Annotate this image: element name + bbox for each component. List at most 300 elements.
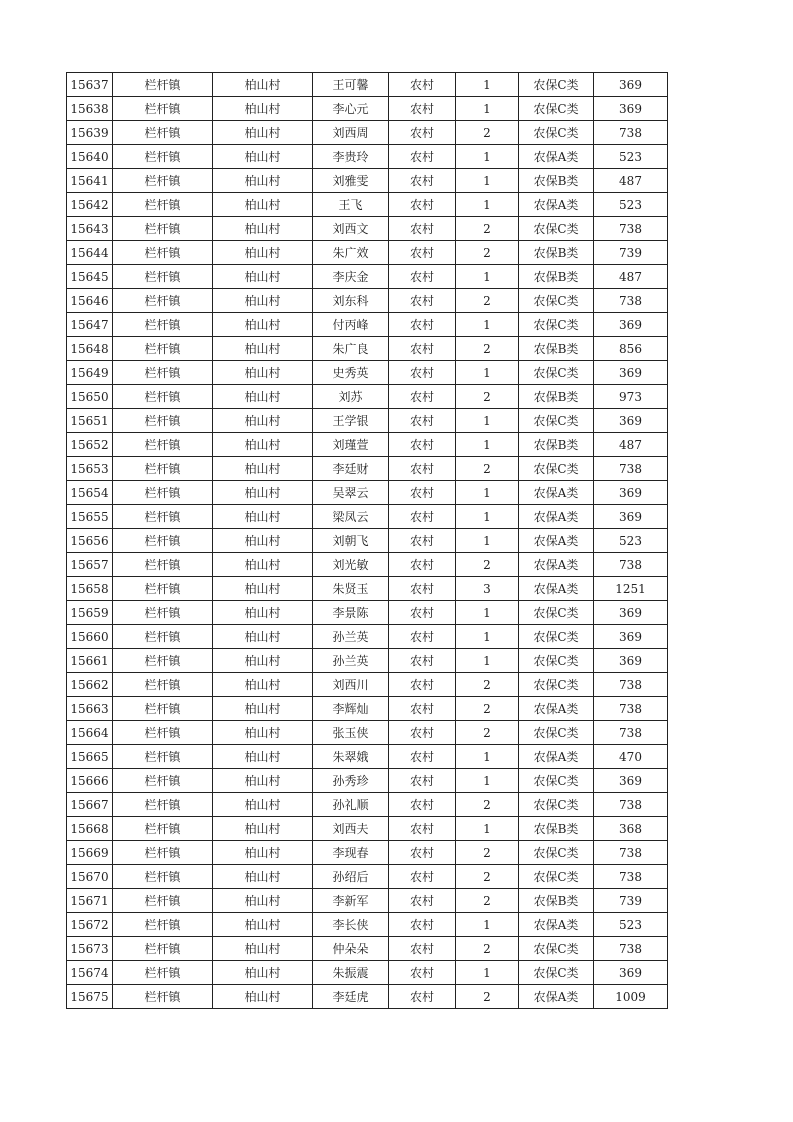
cell-name: 李辉灿 <box>313 697 389 721</box>
table-row <box>67 577 668 601</box>
cell-count: 2 <box>456 937 519 961</box>
cell-name: 朱广效 <box>313 241 389 265</box>
cell-id: 15661 <box>67 649 113 673</box>
cell-type: 农村 <box>389 937 456 961</box>
cell-category: 农保C类 <box>519 121 594 145</box>
cell-id: 15656 <box>67 529 113 553</box>
cell-category: 农保C类 <box>519 289 594 313</box>
cell-town: 栏杆镇 <box>113 481 213 505</box>
cell-count: 2 <box>456 841 519 865</box>
cell-id: 15659 <box>67 601 113 625</box>
cell-category: 农保A类 <box>519 145 594 169</box>
cell-amount: 523 <box>594 145 668 169</box>
cell-type: 农村 <box>389 385 456 409</box>
cell-category: 农保C类 <box>519 361 594 385</box>
cell-count: 3 <box>456 577 519 601</box>
cell-village: 柏山村 <box>213 961 313 985</box>
cell-town: 栏杆镇 <box>113 385 213 409</box>
cell-type: 农村 <box>389 97 456 121</box>
cell-id: 15672 <box>67 913 113 937</box>
cell-id: 15647 <box>67 313 113 337</box>
cell-category: 农保C类 <box>519 625 594 649</box>
cell-id: 15667 <box>67 793 113 817</box>
cell-village: 柏山村 <box>213 553 313 577</box>
cell-name: 孙秀珍 <box>313 769 389 793</box>
cell-town: 栏杆镇 <box>113 169 213 193</box>
table-row <box>67 385 668 409</box>
cell-category: 农保A类 <box>519 505 594 529</box>
cell-name: 张玉侠 <box>313 721 389 745</box>
cell-town: 栏杆镇 <box>113 313 213 337</box>
cell-town: 栏杆镇 <box>113 433 213 457</box>
cell-id: 15658 <box>67 577 113 601</box>
cell-category: 农保B类 <box>519 241 594 265</box>
cell-name: 朱广良 <box>313 337 389 361</box>
cell-village: 柏山村 <box>213 649 313 673</box>
cell-name: 李新军 <box>313 889 389 913</box>
table-row <box>67 865 668 889</box>
cell-town: 栏杆镇 <box>113 553 213 577</box>
cell-town: 栏杆镇 <box>113 625 213 649</box>
cell-amount: 470 <box>594 745 668 769</box>
cell-name: 李庆金 <box>313 265 389 289</box>
cell-name: 刘西周 <box>313 121 389 145</box>
table-row <box>67 673 668 697</box>
cell-amount: 738 <box>594 721 668 745</box>
table-row <box>67 505 668 529</box>
cell-type: 农村 <box>389 361 456 385</box>
cell-id: 15641 <box>67 169 113 193</box>
cell-name: 刘西文 <box>313 217 389 241</box>
cell-type: 农村 <box>389 625 456 649</box>
table-row <box>67 409 668 433</box>
cell-town: 栏杆镇 <box>113 145 213 169</box>
cell-count: 2 <box>456 697 519 721</box>
cell-town: 栏杆镇 <box>113 337 213 361</box>
cell-amount: 369 <box>594 601 668 625</box>
cell-amount: 738 <box>594 121 668 145</box>
cell-amount: 738 <box>594 553 668 577</box>
cell-amount: 369 <box>594 961 668 985</box>
cell-village: 柏山村 <box>213 673 313 697</box>
cell-category: 农保C类 <box>519 649 594 673</box>
cell-category: 农保A类 <box>519 745 594 769</box>
cell-village: 柏山村 <box>213 529 313 553</box>
cell-town: 栏杆镇 <box>113 865 213 889</box>
cell-type: 农村 <box>389 193 456 217</box>
cell-town: 栏杆镇 <box>113 529 213 553</box>
records-table <box>66 72 668 1009</box>
cell-amount: 523 <box>594 913 668 937</box>
cell-count: 1 <box>456 193 519 217</box>
cell-count: 2 <box>456 337 519 361</box>
cell-town: 栏杆镇 <box>113 577 213 601</box>
cell-id: 15657 <box>67 553 113 577</box>
table-row <box>67 289 668 313</box>
cell-category: 农保A类 <box>519 697 594 721</box>
cell-category: 农保C类 <box>519 409 594 433</box>
cell-village: 柏山村 <box>213 577 313 601</box>
cell-village: 柏山村 <box>213 625 313 649</box>
cell-id: 15665 <box>67 745 113 769</box>
cell-category: 农保C类 <box>519 601 594 625</box>
cell-id: 15644 <box>67 241 113 265</box>
cell-id: 15651 <box>67 409 113 433</box>
cell-type: 农村 <box>389 985 456 1009</box>
cell-village: 柏山村 <box>213 457 313 481</box>
cell-category: 农保C类 <box>519 841 594 865</box>
table-row <box>67 937 668 961</box>
table-row <box>67 169 668 193</box>
table-row <box>67 241 668 265</box>
cell-category: 农保A类 <box>519 529 594 553</box>
cell-count: 1 <box>456 745 519 769</box>
cell-count: 2 <box>456 673 519 697</box>
cell-name: 李景陈 <box>313 601 389 625</box>
cell-count: 2 <box>456 241 519 265</box>
table-row <box>67 793 668 817</box>
cell-type: 农村 <box>389 769 456 793</box>
cell-type: 农村 <box>389 553 456 577</box>
cell-village: 柏山村 <box>213 217 313 241</box>
cell-village: 柏山村 <box>213 721 313 745</box>
table-row <box>67 313 668 337</box>
cell-category: 农保C类 <box>519 937 594 961</box>
cell-town: 栏杆镇 <box>113 961 213 985</box>
cell-id: 15637 <box>67 73 113 97</box>
cell-town: 栏杆镇 <box>113 817 213 841</box>
cell-amount: 1009 <box>594 985 668 1009</box>
cell-count: 1 <box>456 769 519 793</box>
cell-amount: 1251 <box>594 577 668 601</box>
cell-amount: 523 <box>594 193 668 217</box>
cell-name: 孙兰英 <box>313 625 389 649</box>
cell-category: 农保A类 <box>519 193 594 217</box>
cell-village: 柏山村 <box>213 601 313 625</box>
cell-count: 1 <box>456 169 519 193</box>
cell-count: 2 <box>456 553 519 577</box>
cell-count: 1 <box>456 529 519 553</box>
cell-name: 史秀英 <box>313 361 389 385</box>
cell-count: 2 <box>456 385 519 409</box>
cell-id: 15668 <box>67 817 113 841</box>
cell-village: 柏山村 <box>213 769 313 793</box>
cell-type: 农村 <box>389 265 456 289</box>
cell-town: 栏杆镇 <box>113 985 213 1009</box>
cell-type: 农村 <box>389 145 456 169</box>
cell-village: 柏山村 <box>213 73 313 97</box>
cell-amount: 487 <box>594 433 668 457</box>
cell-id: 15670 <box>67 865 113 889</box>
cell-count: 2 <box>456 793 519 817</box>
cell-type: 农村 <box>389 169 456 193</box>
cell-village: 柏山村 <box>213 937 313 961</box>
cell-count: 2 <box>456 721 519 745</box>
cell-village: 柏山村 <box>213 409 313 433</box>
cell-village: 柏山村 <box>213 265 313 289</box>
table-row <box>67 841 668 865</box>
cell-amount: 369 <box>594 769 668 793</box>
cell-count: 1 <box>456 625 519 649</box>
cell-village: 柏山村 <box>213 313 313 337</box>
table-row <box>67 193 668 217</box>
cell-type: 农村 <box>389 577 456 601</box>
cell-town: 栏杆镇 <box>113 913 213 937</box>
cell-type: 农村 <box>389 961 456 985</box>
cell-category: 农保C类 <box>519 961 594 985</box>
cell-amount: 369 <box>594 505 668 529</box>
cell-name: 李廷财 <box>313 457 389 481</box>
cell-town: 栏杆镇 <box>113 73 213 97</box>
cell-count: 2 <box>456 889 519 913</box>
cell-village: 柏山村 <box>213 433 313 457</box>
cell-amount: 738 <box>594 793 668 817</box>
table-row <box>67 481 668 505</box>
cell-amount: 738 <box>594 217 668 241</box>
cell-id: 15639 <box>67 121 113 145</box>
cell-count: 1 <box>456 265 519 289</box>
table-row <box>67 529 668 553</box>
cell-village: 柏山村 <box>213 145 313 169</box>
cell-count: 2 <box>456 217 519 241</box>
cell-town: 栏杆镇 <box>113 289 213 313</box>
cell-town: 栏杆镇 <box>113 841 213 865</box>
cell-amount: 523 <box>594 529 668 553</box>
cell-amount: 738 <box>594 673 668 697</box>
cell-type: 农村 <box>389 121 456 145</box>
cell-id: 15652 <box>67 433 113 457</box>
cell-type: 农村 <box>389 529 456 553</box>
cell-count: 2 <box>456 121 519 145</box>
cell-name: 朱振震 <box>313 961 389 985</box>
table-row <box>67 625 668 649</box>
cell-type: 农村 <box>389 721 456 745</box>
cell-name: 王可馨 <box>313 73 389 97</box>
cell-name: 王学银 <box>313 409 389 433</box>
cell-type: 农村 <box>389 865 456 889</box>
cell-count: 1 <box>456 505 519 529</box>
cell-name: 朱贤玉 <box>313 577 389 601</box>
cell-id: 15666 <box>67 769 113 793</box>
table-row <box>67 97 668 121</box>
cell-category: 农保C类 <box>519 769 594 793</box>
cell-village: 柏山村 <box>213 193 313 217</box>
cell-type: 农村 <box>389 73 456 97</box>
cell-category: 农保C类 <box>519 73 594 97</box>
cell-id: 15654 <box>67 481 113 505</box>
cell-category: 农保C类 <box>519 313 594 337</box>
cell-category: 农保C类 <box>519 865 594 889</box>
cell-amount: 369 <box>594 649 668 673</box>
cell-village: 柏山村 <box>213 481 313 505</box>
cell-amount: 369 <box>594 97 668 121</box>
cell-category: 农保B类 <box>519 337 594 361</box>
table-row <box>67 889 668 913</box>
cell-count: 2 <box>456 289 519 313</box>
cell-type: 农村 <box>389 457 456 481</box>
cell-town: 栏杆镇 <box>113 241 213 265</box>
table-row <box>67 433 668 457</box>
cell-type: 农村 <box>389 601 456 625</box>
cell-amount: 739 <box>594 889 668 913</box>
cell-name: 李现春 <box>313 841 389 865</box>
cell-type: 农村 <box>389 481 456 505</box>
cell-amount: 738 <box>594 457 668 481</box>
cell-category: 农保B类 <box>519 169 594 193</box>
cell-count: 2 <box>456 865 519 889</box>
table-row <box>67 601 668 625</box>
cell-village: 柏山村 <box>213 97 313 121</box>
cell-name: 刘西川 <box>313 673 389 697</box>
cell-id: 15650 <box>67 385 113 409</box>
cell-village: 柏山村 <box>213 793 313 817</box>
cell-village: 柏山村 <box>213 841 313 865</box>
cell-category: 农保C类 <box>519 721 594 745</box>
cell-type: 农村 <box>389 649 456 673</box>
cell-name: 梁凤云 <box>313 505 389 529</box>
cell-amount: 487 <box>594 265 668 289</box>
cell-count: 1 <box>456 409 519 433</box>
cell-town: 栏杆镇 <box>113 745 213 769</box>
cell-id: 15663 <box>67 697 113 721</box>
cell-amount: 487 <box>594 169 668 193</box>
cell-category: 农保B类 <box>519 433 594 457</box>
cell-name: 仲朵朵 <box>313 937 389 961</box>
cell-type: 农村 <box>389 841 456 865</box>
cell-town: 栏杆镇 <box>113 673 213 697</box>
cell-count: 1 <box>456 73 519 97</box>
cell-category: 农保A类 <box>519 985 594 1009</box>
cell-name: 刘西夫 <box>313 817 389 841</box>
cell-id: 15646 <box>67 289 113 313</box>
cell-id: 15660 <box>67 625 113 649</box>
cell-village: 柏山村 <box>213 745 313 769</box>
cell-village: 柏山村 <box>213 985 313 1009</box>
table-row <box>67 769 668 793</box>
cell-count: 1 <box>456 601 519 625</box>
cell-village: 柏山村 <box>213 913 313 937</box>
cell-name: 李廷虎 <box>313 985 389 1009</box>
cell-type: 农村 <box>389 673 456 697</box>
table-row <box>67 337 668 361</box>
cell-amount: 369 <box>594 313 668 337</box>
cell-category: 农保C类 <box>519 97 594 121</box>
cell-amount: 368 <box>594 817 668 841</box>
cell-type: 农村 <box>389 889 456 913</box>
cell-town: 栏杆镇 <box>113 889 213 913</box>
cell-category: 农保B类 <box>519 265 594 289</box>
cell-name: 吴翠云 <box>313 481 389 505</box>
cell-name: 刘东科 <box>313 289 389 313</box>
cell-category: 农保A类 <box>519 481 594 505</box>
cell-name: 刘朝飞 <box>313 529 389 553</box>
cell-id: 15640 <box>67 145 113 169</box>
cell-name: 刘苏 <box>313 385 389 409</box>
cell-village: 柏山村 <box>213 121 313 145</box>
cell-category: 农保B类 <box>519 817 594 841</box>
cell-name: 刘光敏 <box>313 553 389 577</box>
cell-amount: 973 <box>594 385 668 409</box>
cell-category: 农保A类 <box>519 913 594 937</box>
cell-id: 15674 <box>67 961 113 985</box>
cell-count: 1 <box>456 145 519 169</box>
cell-type: 农村 <box>389 913 456 937</box>
cell-village: 柏山村 <box>213 889 313 913</box>
cell-id: 15649 <box>67 361 113 385</box>
cell-village: 柏山村 <box>213 337 313 361</box>
cell-village: 柏山村 <box>213 865 313 889</box>
cell-type: 农村 <box>389 241 456 265</box>
cell-town: 栏杆镇 <box>113 697 213 721</box>
cell-count: 2 <box>456 457 519 481</box>
cell-type: 农村 <box>389 409 456 433</box>
table-row <box>67 985 668 1009</box>
cell-town: 栏杆镇 <box>113 193 213 217</box>
cell-name: 李长侠 <box>313 913 389 937</box>
cell-name: 孙兰英 <box>313 649 389 673</box>
cell-name: 刘雅雯 <box>313 169 389 193</box>
cell-amount: 369 <box>594 409 668 433</box>
cell-category: 农保C类 <box>519 793 594 817</box>
table-row <box>67 745 668 769</box>
cell-town: 栏杆镇 <box>113 601 213 625</box>
cell-id: 15653 <box>67 457 113 481</box>
table-row <box>67 217 668 241</box>
cell-id: 15675 <box>67 985 113 1009</box>
cell-amount: 369 <box>594 625 668 649</box>
cell-village: 柏山村 <box>213 505 313 529</box>
cell-category: 农保C类 <box>519 673 594 697</box>
cell-town: 栏杆镇 <box>113 649 213 673</box>
table-row <box>67 817 668 841</box>
cell-id: 15655 <box>67 505 113 529</box>
cell-name: 王飞 <box>313 193 389 217</box>
cell-id: 15645 <box>67 265 113 289</box>
cell-count: 1 <box>456 433 519 457</box>
cell-category: 农保C类 <box>519 217 594 241</box>
cell-category: 农保C类 <box>519 457 594 481</box>
cell-amount: 739 <box>594 241 668 265</box>
cell-name: 刘瑾萱 <box>313 433 389 457</box>
cell-town: 栏杆镇 <box>113 265 213 289</box>
cell-town: 栏杆镇 <box>113 121 213 145</box>
cell-count: 1 <box>456 913 519 937</box>
cell-amount: 738 <box>594 841 668 865</box>
cell-type: 农村 <box>389 217 456 241</box>
cell-village: 柏山村 <box>213 169 313 193</box>
table-row <box>67 457 668 481</box>
cell-count: 1 <box>456 961 519 985</box>
cell-village: 柏山村 <box>213 289 313 313</box>
cell-village: 柏山村 <box>213 817 313 841</box>
cell-village: 柏山村 <box>213 385 313 409</box>
cell-name: 孙绍后 <box>313 865 389 889</box>
cell-amount: 738 <box>594 289 668 313</box>
cell-amount: 738 <box>594 697 668 721</box>
cell-category: 农保A类 <box>519 577 594 601</box>
cell-count: 1 <box>456 97 519 121</box>
cell-town: 栏杆镇 <box>113 793 213 817</box>
cell-town: 栏杆镇 <box>113 457 213 481</box>
cell-type: 农村 <box>389 697 456 721</box>
cell-count: 1 <box>456 481 519 505</box>
cell-type: 农村 <box>389 289 456 313</box>
cell-name: 孙礼顺 <box>313 793 389 817</box>
cell-id: 15669 <box>67 841 113 865</box>
table-row <box>67 913 668 937</box>
cell-type: 农村 <box>389 745 456 769</box>
table-row <box>67 121 668 145</box>
